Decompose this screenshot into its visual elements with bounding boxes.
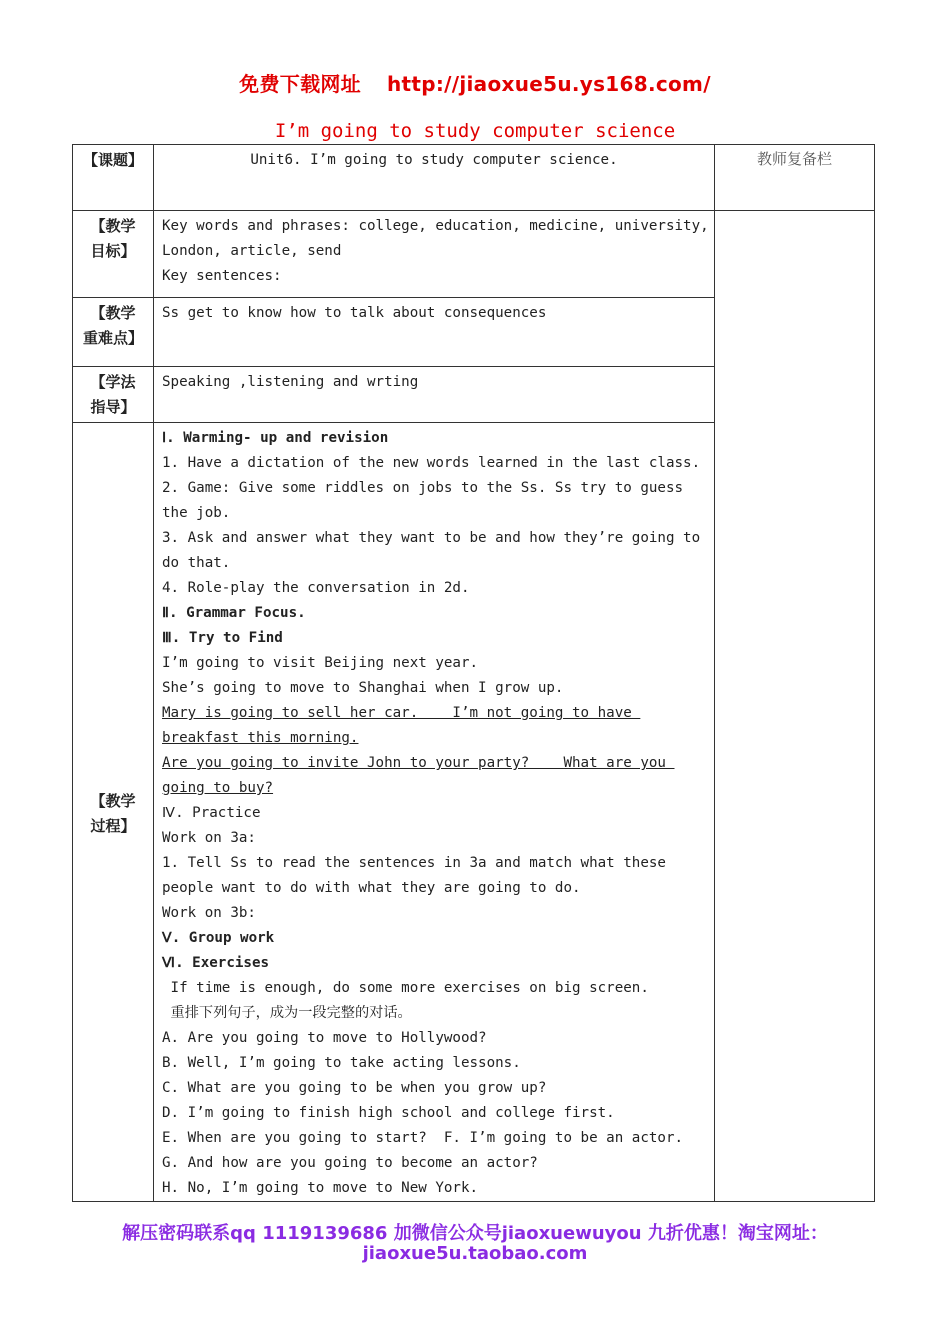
- section-heading: Ⅳ. Practice: [162, 805, 261, 821]
- process-content: [154, 423, 715, 1202]
- section-heading: Ⅵ. Exercises: [162, 955, 270, 971]
- section-heading: Ⅰ. Warming- up and revision: [162, 430, 389, 446]
- exercise-item: D. I’m going to finish high school and college first.: [162, 1105, 615, 1121]
- topic-label: 【课题】: [73, 145, 154, 211]
- exercise-item: G. And how are you going to become an actor?: [162, 1155, 538, 1171]
- teacher-notes-column: [715, 211, 875, 1202]
- example-sentence: She’s going to move to Shanghai when I grow up.: [162, 680, 564, 696]
- exercise-item: H. No, I’m going to move to New York.: [162, 1180, 479, 1196]
- key-points-content: Ss get to know how to talk about consequences: [154, 298, 715, 367]
- exercise-item: A. Are you going to move to Hollywood?: [162, 1030, 487, 1046]
- section-heading: Ⅱ. Grammar Focus.: [162, 605, 306, 621]
- exercise-item: E. When are you going to start? F. I’m going to be an actor.: [162, 1130, 684, 1146]
- method-label: 【学法 指导】: [73, 367, 154, 423]
- page-title: I’m going to study computer science: [274, 120, 676, 142]
- download-url-link[interactable]: http://jiaoxue5u.ys168.com/: [386, 72, 711, 96]
- process-line: 3. Ask and answer what they want to be and how they’re going to: [162, 530, 701, 546]
- process-line: 1. Tell Ss to read the sentences in 3a and match what these: [162, 855, 666, 871]
- process-label: 【教学 过程】: [73, 423, 154, 1202]
- section-heading: Ⅲ. Try to Find: [162, 630, 283, 646]
- process-line: people want to do with what they are going to do.: [162, 880, 581, 896]
- example-sentence: breakfast this morning.: [162, 730, 359, 746]
- section-heading: Ⅴ. Group work: [162, 930, 275, 946]
- exercise-item: C. What are you going to be when you grow up?: [162, 1080, 547, 1096]
- process-line: Work on 3a:: [162, 830, 256, 846]
- objectives-line: London, article, send: [162, 243, 342, 259]
- footer-shop-link[interactable]: jiaoxue5u.taobao.com: [362, 1243, 588, 1264]
- exercise-item: B. Well, I’m going to take acting lessons.: [162, 1055, 521, 1071]
- objectives-label: 【教学 目标】: [73, 211, 154, 298]
- process-line: Work on 3b:: [162, 905, 256, 921]
- lesson-plan-table: [72, 144, 875, 1202]
- download-label: 免费下载网址: [239, 72, 361, 96]
- example-sentence: Mary is going to sell her car. I’m not going to have: [162, 705, 641, 721]
- teacher-notes-header: 教师复备栏: [715, 145, 875, 211]
- process-line: the job.: [162, 505, 231, 521]
- download-banner: [0, 68, 950, 97]
- objectives-line: Key words and phrases: college, education, medicine, university,: [162, 218, 709, 234]
- topic-text: Unit6. I’m going to study computer science.: [154, 145, 715, 211]
- process-line: 2. Game: Give some riddles on jobs to the Ss. Ss try to guess: [162, 480, 684, 496]
- process-line: do that.: [162, 555, 231, 571]
- objectives-row: [73, 211, 875, 298]
- key-points-label: 【教学 重难点】: [73, 298, 154, 367]
- process-line: 4. Role-play the conversation in 2d.: [162, 580, 470, 596]
- footer-contact: 解压密码联系qq 1119139686 加微信公众号jiaoxuewuyou 九折优惠！淘宝网址：: [122, 1223, 828, 1244]
- example-sentence: I’m going to visit Beijing next year.: [162, 655, 479, 671]
- process-line: 1. Have a dictation of the new words learned in the last class.: [162, 455, 701, 471]
- topic-row: [73, 145, 875, 211]
- objectives-line: Key sentences:: [162, 268, 282, 284]
- exercise-instruction: 重排下列句子，成为一段完整的对话。: [162, 1005, 412, 1021]
- example-sentence: going to buy?: [162, 780, 274, 796]
- process-line: If time is enough, do some more exercises on big screen.: [162, 980, 649, 996]
- objectives-content: [154, 211, 715, 298]
- method-content: Speaking ,listening and wrting: [154, 367, 715, 423]
- example-sentence: Are you going to invite John to your party? What are you: [162, 755, 675, 771]
